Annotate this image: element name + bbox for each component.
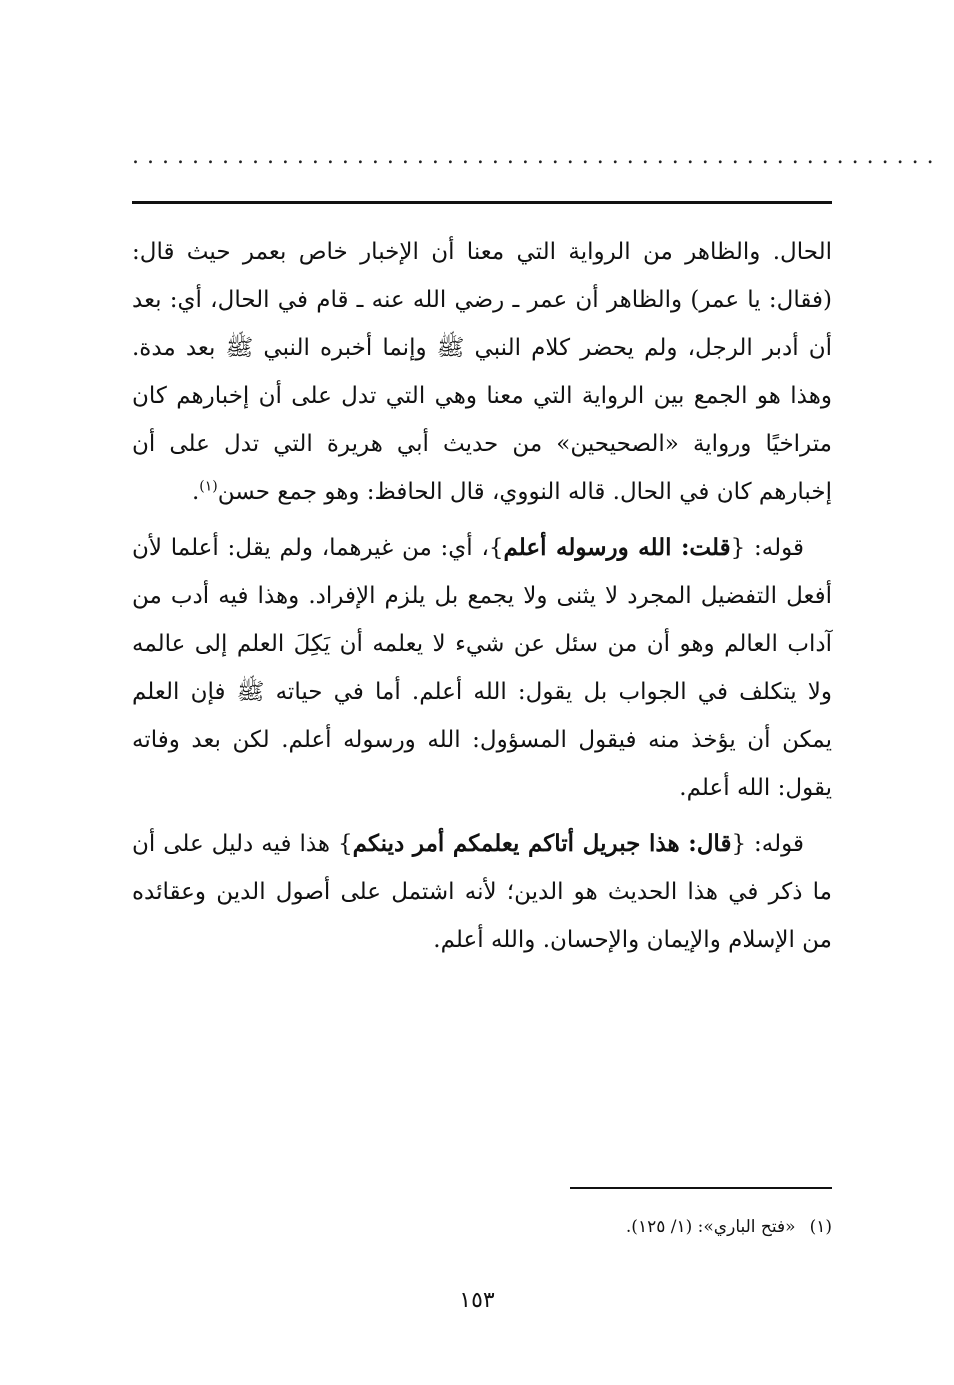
quoted-hadith-phrase: قال: هذا جبريل أتاكم يعلمكم أمر دينكم <box>352 830 732 857</box>
header-dotted-line: ...................................................... <box>132 144 942 169</box>
footnote-text: «فتح الباري»: (١/ ١٢٥). <box>625 1217 796 1237</box>
footnote <box>132 1212 832 1242</box>
page-number: ١٥٣ <box>459 1288 495 1313</box>
text-segment: قوله: { <box>730 535 804 561</box>
footnote-reference: (١) <box>199 478 218 495</box>
footnote-number: (١) <box>809 1217 832 1237</box>
text-segment: الحال. والظاهر من الرواية التي معنا أن الإخبار خاص بعمر حيث قال: (فقال: يا عمر) والظاهر أن عمر ـ رضي الله عنه ـ قام في الحال، أي: بعد أن أدبر الرجل، ولم يحضر كلام النبي ﷺ وإنما أخبره النبي ﷺ بعد مدة. وهذا هو الجمع بين الرواية التي معنا وهي التي تدل على أن إخبارهم كان متراخيًا ورواية «الصحيحين» من حديث أبي هريرة التي تدل على أن إخبارهم كان في الحال. قاله النووي، قال الحافظ: وهو جمع حسن <box>132 239 833 505</box>
paragraph-2 <box>132 524 832 812</box>
main-text <box>132 228 832 972</box>
text-segment: . <box>191 479 200 505</box>
header-rule <box>132 201 832 204</box>
text-segment: }، أي: من غيرهما، ولم يقل: أعلما لأن أفعل التفضيل المجرد لا يثنى ولا يجمع بل يلزم الإفراد. وهذا فيه أدب من آداب العالم وهو أن من سئل عن شيء لا يعلمه أن يَكِلَ العلم إلى عالمه ولا يتكلف في الجواب بل يقول: الله أعلم. أما في حياته ﷺ فإن العلم يمكن أن يؤخذ منه فيقول المسؤول: الله ورسوله أعلم. لكن بعد وفاته يقول: الله أعلم. <box>132 535 832 801</box>
footnote-rule <box>570 1187 832 1189</box>
paragraph-3 <box>132 820 832 964</box>
paragraph-1 <box>132 228 832 516</box>
text-segment: } هذا فيه دليل على أن ما ذكر في هذا الحديث هو الدين؛ لأنه اشتمل على أصول الدين وعقائده من الإسلام والإيمان والإحسان. والله أعلم. <box>132 831 832 953</box>
text-segment: قوله: { <box>731 831 804 857</box>
quoted-hadith-phrase: قلت: الله ورسوله أعلم <box>503 534 731 561</box>
